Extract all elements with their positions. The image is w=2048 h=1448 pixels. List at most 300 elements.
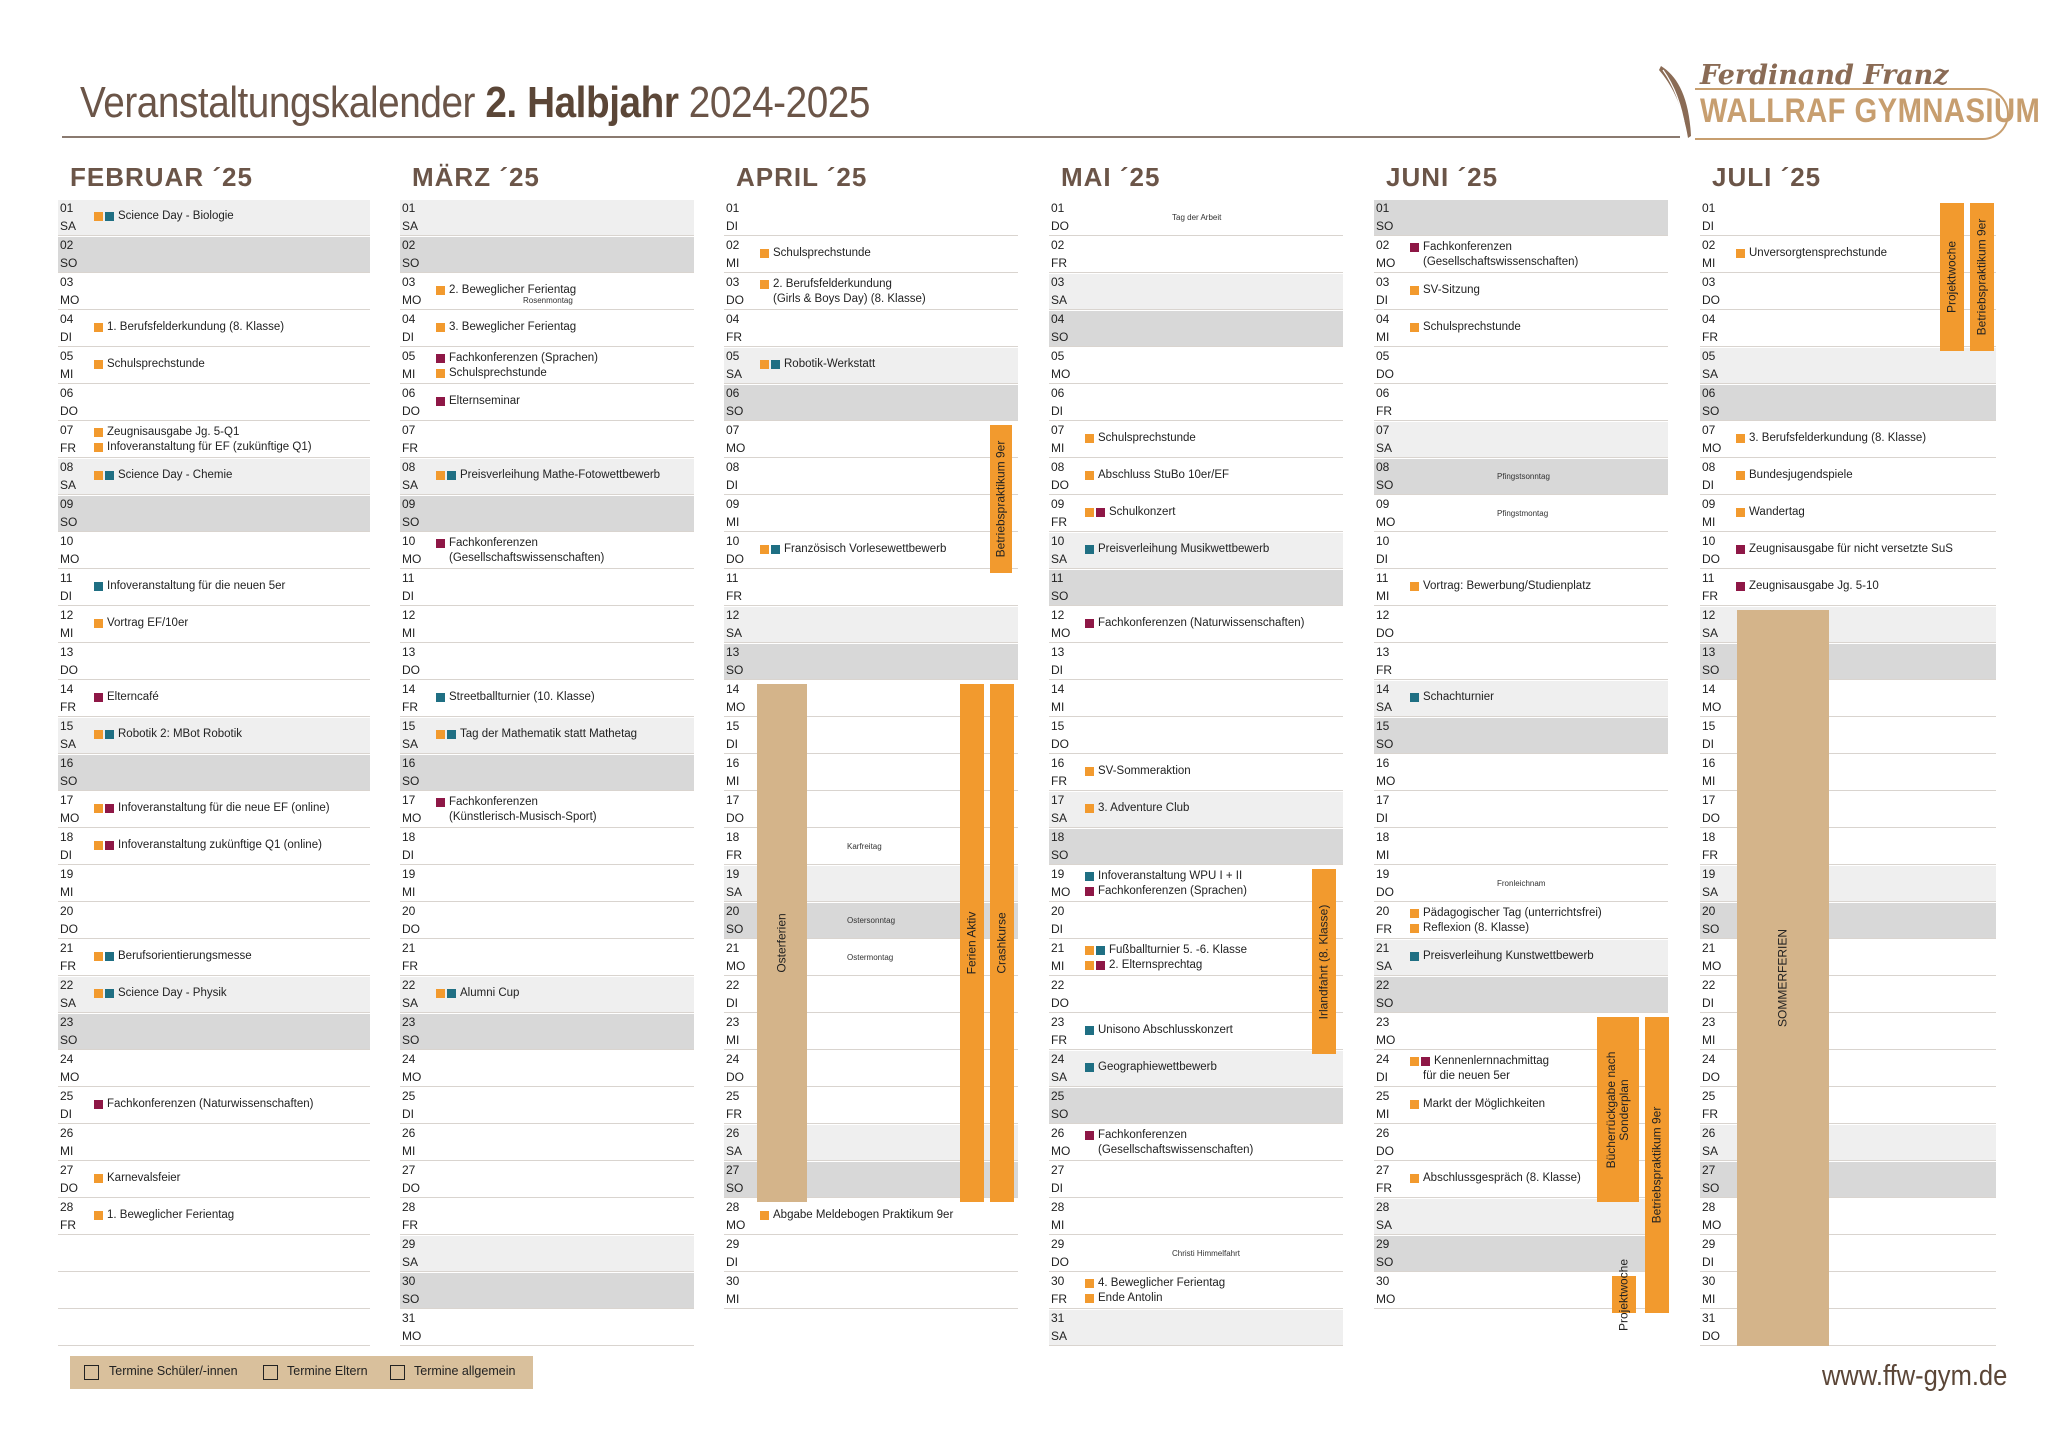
weekday: DI: [402, 848, 414, 862]
day-number: 26: [1051, 1126, 1065, 1140]
weekday: MO: [1051, 367, 1071, 381]
day-number: 12: [1051, 608, 1065, 622]
weekday: SO: [1702, 404, 1720, 418]
event-text: Fachkonferenzen: [1423, 241, 1512, 253]
day-row: [1049, 1125, 1343, 1161]
day-number: 14: [60, 682, 74, 696]
category-square-allgemein: [105, 989, 114, 998]
category-square-schueler: [1410, 286, 1419, 295]
weekday: SA: [402, 219, 419, 233]
day-number: 29: [1702, 1237, 1716, 1251]
period-bar: [1737, 610, 1829, 1346]
day-number: 21: [402, 941, 416, 955]
day-number: 06: [402, 386, 416, 400]
weekday: DI: [726, 737, 738, 751]
category-square-eltern: [1096, 508, 1105, 517]
event-text: Kennenlernnachmittag: [1434, 1055, 1550, 1067]
day-row: [400, 570, 694, 606]
event-text: Schulsprechstunde: [773, 247, 871, 259]
weekday: MI: [1376, 1107, 1390, 1121]
category-square-schueler: [1736, 434, 1745, 443]
category-square-eltern: [1085, 619, 1094, 628]
weekday: DI: [1376, 293, 1388, 307]
day-row: [1700, 459, 1996, 495]
event-text: Preisverleihung Musikwettbewerb: [1098, 543, 1270, 555]
day-row: [1700, 422, 1996, 458]
day-row: [724, 274, 1018, 310]
weekday: DO: [726, 552, 744, 566]
weekday: MO: [60, 552, 80, 566]
day-number: 19: [1376, 867, 1390, 881]
period-bar-label: Betriebspraktikum 9er: [1974, 218, 1989, 336]
day-number: 25: [1702, 1089, 1716, 1103]
day-number: 18: [1702, 830, 1716, 844]
day-row: [400, 348, 694, 384]
weekday: MO: [1376, 1033, 1396, 1047]
category-square-allgemein: [436, 693, 445, 702]
weekday: FR: [1051, 256, 1067, 270]
period-bar: [1612, 1258, 1636, 1331]
day-number: 16: [402, 756, 416, 770]
day-number: 17: [1702, 793, 1716, 807]
weekday: DI: [726, 1255, 738, 1269]
day-number: 23: [1702, 1015, 1716, 1029]
category-square-schueler: [1085, 961, 1094, 970]
day-number: 24: [1702, 1052, 1716, 1066]
day-row: [1049, 1273, 1343, 1309]
category-square-schueler: [94, 323, 103, 332]
weekday: DO: [1702, 552, 1720, 566]
category-square-eltern: [436, 798, 445, 807]
day-row: [1049, 644, 1343, 680]
day-number: 20: [726, 904, 740, 918]
day-number: 02: [60, 238, 74, 252]
category-square-schueler: [436, 323, 445, 332]
day-number: 14: [1051, 682, 1065, 696]
category-square-schueler: [436, 471, 445, 480]
day-row: [724, 496, 1018, 532]
weekday: MI: [1702, 774, 1716, 788]
weekday: SA: [1051, 811, 1068, 825]
category-square-schueler: [1410, 1174, 1419, 1183]
day-number: 02: [1702, 238, 1716, 252]
weekday: SA: [1051, 552, 1068, 566]
legend: [70, 1356, 533, 1389]
day-number: 23: [60, 1015, 74, 1029]
weekday: SO: [1702, 1181, 1720, 1195]
category-square-schueler: [1736, 249, 1745, 258]
day-number: 06: [1376, 386, 1390, 400]
day-number: 26: [402, 1126, 416, 1140]
period-bar-label: Projektwoche: [1616, 1258, 1631, 1331]
day-number: 08: [1376, 460, 1390, 474]
day-number: 14: [402, 682, 416, 696]
event-text: Fachkonferenzen (Naturwissenschaften): [107, 1098, 314, 1110]
day-number: 13: [1702, 645, 1716, 659]
day-row: [1049, 1236, 1343, 1272]
day-number: 19: [1702, 867, 1716, 881]
event-text: Reflexion (8. Klasse): [1423, 922, 1530, 934]
day-row: [1049, 1014, 1343, 1050]
day-number: 27: [1702, 1163, 1716, 1177]
day-row: [1049, 1162, 1343, 1198]
category-square-schueler: [94, 804, 103, 813]
day-row: [1700, 496, 1996, 532]
day-number: 09: [1702, 497, 1716, 511]
category-square-schueler: [760, 280, 769, 289]
weekday: MO: [402, 811, 422, 825]
category-square-schueler: [94, 841, 103, 850]
holiday-note: Ostersonntag: [847, 916, 896, 925]
day-number: 10: [60, 534, 74, 548]
category-square-eltern: [105, 841, 114, 850]
day-number: 02: [1376, 238, 1390, 252]
day-number: 25: [1051, 1089, 1065, 1103]
day-number: 09: [726, 497, 740, 511]
weekday: DO: [1702, 1329, 1720, 1343]
period-bar: [1312, 869, 1336, 1054]
event-text: Bundesjugendspiele: [1749, 469, 1853, 481]
day-row: [58, 1088, 370, 1124]
day-row: [58, 1051, 370, 1087]
weekday: MI: [402, 367, 416, 381]
day-number: 05: [1376, 349, 1390, 363]
weekday: DI: [1051, 663, 1063, 677]
day-row: [58, 1014, 370, 1050]
weekday: DI: [60, 330, 72, 344]
event-text: 1. Berufsfelderkundung (8. Klasse): [107, 321, 285, 333]
day-number: 02: [1051, 238, 1065, 252]
day-number: 19: [726, 867, 740, 881]
category-square-schueler: [1085, 767, 1094, 776]
event-text: 2. Elternsprechtag: [1109, 959, 1203, 971]
weekday: DO: [1051, 737, 1069, 751]
event-text: Schulsprechstunde: [1423, 321, 1521, 333]
legend-label-allgemein: Termine allgemein: [414, 1364, 516, 1378]
day-row: [400, 237, 694, 273]
day-row: [1049, 311, 1343, 347]
day-number: 04: [402, 312, 416, 326]
day-number: 05: [402, 349, 416, 363]
day-row: [400, 681, 694, 717]
day-row: [58, 829, 370, 865]
weekday: SA: [1376, 700, 1393, 714]
day-number: 12: [60, 608, 74, 622]
event-text: Infoveranstaltung WPU I + II: [1098, 870, 1243, 882]
weekday: MI: [1702, 256, 1716, 270]
weekday: SA: [402, 737, 419, 751]
category-square-schueler: [1736, 508, 1745, 517]
weekday: MO: [726, 959, 746, 973]
weekday: MO: [1376, 774, 1396, 788]
category-square-schueler: [1410, 909, 1419, 918]
category-square-schueler: [1085, 1279, 1094, 1288]
day-number: 12: [1702, 608, 1716, 622]
category-square-schueler: [1410, 1100, 1419, 1109]
day-row: [58, 977, 370, 1013]
weekday: SA: [1051, 1070, 1068, 1084]
weekday: DO: [402, 663, 420, 677]
day-row: [1049, 570, 1343, 606]
day-number: 29: [726, 1237, 740, 1251]
month-title: JULI ´25: [1712, 162, 1822, 192]
weekday: FR: [726, 848, 742, 862]
day-row: [400, 1310, 694, 1346]
day-number: 20: [402, 904, 416, 918]
weekday: MO: [1376, 515, 1396, 529]
weekday: MI: [1376, 589, 1390, 603]
weekday: MO: [402, 293, 422, 307]
event-text: Elternseminar: [449, 395, 520, 407]
day-row: [400, 1162, 694, 1198]
category-square-schueler: [94, 952, 103, 961]
weekday: DI: [1702, 1255, 1714, 1269]
day-row: [400, 1051, 694, 1087]
category-square-schueler: [94, 989, 103, 998]
weekday: SA: [60, 219, 77, 233]
logo-line2: WALLRAF GYMNASIUM: [1700, 92, 2041, 130]
day-number: 01: [402, 201, 416, 215]
day-row: [400, 1236, 694, 1272]
day-row: [724, 644, 1018, 680]
weekday: MI: [1376, 848, 1390, 862]
day-row: [58, 459, 370, 495]
weekday: FR: [726, 1107, 742, 1121]
event-text: Robotik-Werkstatt: [784, 358, 876, 370]
event-text: Infoveranstaltung für die neuen 5er: [107, 580, 286, 592]
day-row: [400, 385, 694, 421]
day-number: 07: [1376, 423, 1390, 437]
category-square-schueler: [94, 428, 103, 437]
weekday: MI: [726, 774, 740, 788]
weekday: DO: [1376, 367, 1394, 381]
weekday: SO: [1051, 589, 1069, 603]
month-title: FEBRUAR ´25: [70, 162, 253, 192]
event-text: Preisverleihung Kunstwettbewerb: [1423, 950, 1594, 962]
holiday-note: Christi Himmelfahrt: [1172, 1249, 1241, 1258]
day-number: 14: [726, 682, 740, 696]
day-number: 31: [402, 1311, 416, 1325]
day-row: [58, 311, 370, 347]
weekday: DO: [1051, 1255, 1069, 1269]
day-row: [1374, 348, 1668, 384]
event-text: 3. Berufsfelderkundung (8. Klasse): [1749, 432, 1927, 444]
day-number: 30: [1051, 1274, 1065, 1288]
day-number: 18: [60, 830, 74, 844]
day-number: 09: [1376, 497, 1390, 511]
holiday-note: Rosenmontag: [523, 296, 573, 305]
category-square-schueler: [94, 619, 103, 628]
day-number: 22: [60, 978, 74, 992]
category-square-allgemein: [94, 582, 103, 591]
day-row: [1374, 940, 1668, 976]
day-number: 17: [726, 793, 740, 807]
day-row: [724, 422, 1018, 458]
period-bar-label: Bücherrückgabe nach Sonderplan: [1604, 1051, 1631, 1168]
weekday: MI: [726, 256, 740, 270]
day-row: [1374, 755, 1668, 791]
day-row: [400, 200, 694, 236]
event-text: Streetballturnier (10. Klasse): [449, 691, 595, 703]
day-number: 18: [726, 830, 740, 844]
weekday: MI: [1702, 515, 1716, 529]
holiday-note: Fronleichnam: [1497, 879, 1546, 888]
event-text: (Gesellschaftswissenschaften): [449, 552, 605, 564]
category-square-eltern: [1736, 582, 1745, 591]
day-row: [1374, 829, 1668, 865]
weekday: MO: [1051, 885, 1071, 899]
weekday: DO: [1702, 1070, 1720, 1084]
weekday: MI: [726, 1292, 740, 1306]
weekday: SO: [1376, 219, 1394, 233]
day-number: 02: [402, 238, 416, 252]
day-number: 18: [1051, 830, 1065, 844]
period-bar-label: Projektwoche: [1944, 240, 1959, 314]
day-number: 05: [60, 349, 74, 363]
day-number: 31: [1051, 1311, 1065, 1325]
day-row: [400, 496, 694, 532]
event-text: Infoveranstaltung für EF (zukünftige Q1): [107, 441, 312, 453]
weekday: MO: [60, 293, 80, 307]
day-number: 10: [1376, 534, 1390, 548]
category-square-schueler: [1085, 1294, 1094, 1303]
weekday: DI: [402, 330, 414, 344]
weekday: MO: [402, 552, 422, 566]
event-text: Infoveranstaltung zukünftige Q1 (online): [118, 839, 322, 851]
day-number: 28: [1376, 1200, 1390, 1214]
day-row: [1374, 459, 1668, 495]
day-row: [58, 570, 370, 606]
category-square-eltern: [94, 693, 103, 702]
category-square-eltern: [105, 804, 114, 813]
day-number: 30: [402, 1274, 416, 1288]
day-number: 07: [1702, 423, 1716, 437]
weekday: FR: [726, 330, 742, 344]
day-row: [724, 459, 1018, 495]
weekday: MI: [402, 626, 416, 640]
weekday: MI: [1051, 959, 1065, 973]
day-number: 13: [60, 645, 74, 659]
day-number: 24: [1051, 1052, 1065, 1066]
event-text: Science Day - Chemie: [118, 469, 233, 481]
title-regular: Veranstaltungskalender: [80, 78, 486, 127]
day-number: 23: [1376, 1015, 1390, 1029]
category-square-schueler: [760, 1211, 769, 1220]
category-square-allgemein: [1085, 1063, 1094, 1072]
weekday: DO: [1702, 293, 1720, 307]
day-row: [1374, 570, 1668, 606]
day-row: [1049, 533, 1343, 569]
day-number: 30: [726, 1274, 740, 1288]
category-square-schueler: [94, 1211, 103, 1220]
period-bar: [1597, 1017, 1639, 1202]
day-number: 27: [1051, 1163, 1065, 1177]
weekday: MO: [726, 1218, 746, 1232]
holiday-note: Ostermontag: [847, 953, 894, 962]
day-number: 26: [60, 1126, 74, 1140]
day-row: [400, 607, 694, 643]
event-text: 2. Beweglicher Ferientag: [449, 284, 577, 296]
weekday: DO: [402, 1181, 420, 1195]
weekday: MO: [60, 1070, 80, 1084]
period-bar: [757, 684, 807, 1202]
weekday: SA: [1702, 626, 1719, 640]
weekday: DI: [60, 589, 72, 603]
day-number: 06: [726, 386, 740, 400]
day-row: [58, 718, 370, 754]
day-row: [400, 866, 694, 902]
holiday-note: Pfingstsonntag: [1497, 472, 1550, 481]
weekday: SA: [1702, 367, 1719, 381]
day-row: [1374, 237, 1668, 273]
event-text: Alumni Cup: [460, 987, 520, 999]
day-row: [58, 755, 370, 791]
title-year: 2024-2025: [678, 78, 871, 127]
day-row: [1374, 866, 1668, 902]
event-text: Schulsprechstunde: [107, 358, 205, 370]
day-number: 03: [1376, 275, 1390, 289]
weekday: SO: [726, 922, 744, 936]
day-row: [400, 755, 694, 791]
day-number: 21: [1051, 941, 1065, 955]
period-bar: [960, 684, 984, 1202]
category-square-allgemein: [105, 952, 114, 961]
period-bar-label: Crashkurse: [994, 912, 1009, 974]
day-row: [1049, 496, 1343, 532]
day-row: [400, 1014, 694, 1050]
weekday: MI: [60, 626, 74, 640]
day-row: [400, 940, 694, 976]
day-number: 16: [1376, 756, 1390, 770]
period-bar: [1940, 203, 1964, 351]
weekday: DI: [1051, 404, 1063, 418]
day-number: 01: [1702, 201, 1716, 215]
weekday: DO: [60, 404, 78, 418]
category-square-allgemein: [447, 471, 456, 480]
weekday: DI: [60, 848, 72, 862]
weekday: MI: [726, 1033, 740, 1047]
day-row: [58, 496, 370, 532]
day-row: [58, 237, 370, 273]
event-text: Science Day - Biologie: [118, 210, 234, 222]
day-number: 19: [402, 867, 416, 881]
day-number: 15: [1051, 719, 1065, 733]
day-row: [724, 200, 1018, 236]
day-row: [58, 1125, 370, 1161]
day-number: 23: [402, 1015, 416, 1029]
weekday: SO: [402, 1292, 420, 1306]
weekday: SO: [726, 404, 744, 418]
day-row: [58, 348, 370, 384]
day-number: 03: [1051, 275, 1065, 289]
day-number: 16: [726, 756, 740, 770]
weekday: SO: [1702, 922, 1720, 936]
day-row: [400, 311, 694, 347]
day-number: 22: [1051, 978, 1065, 992]
day-row: [400, 829, 694, 865]
day-number: 29: [1376, 1237, 1390, 1251]
day-number: 04: [1702, 312, 1716, 326]
weekday: MO: [726, 441, 746, 455]
day-row: [1049, 681, 1343, 717]
period-bar-label: Osterferien: [774, 913, 789, 973]
day-row: [1374, 496, 1668, 532]
day-row: [1049, 866, 1343, 902]
weekday: SO: [402, 774, 420, 788]
day-number: 04: [726, 312, 740, 326]
category-square-allgemein: [105, 730, 114, 739]
weekday: DO: [726, 811, 744, 825]
